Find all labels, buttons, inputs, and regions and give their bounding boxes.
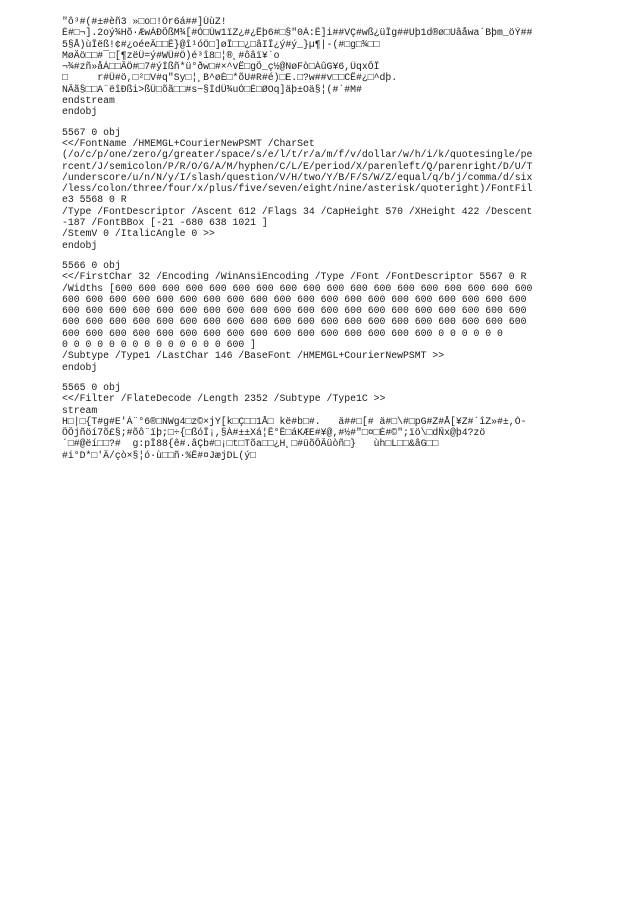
widths-line: 600 600 600 600 600 600 600 600 600 600 600 600 600 600 600 600 0 0 0 0 0 0 (62, 327, 503, 339)
object-line: /Type /FontDescriptor /Ascent 612 /Flags 34 /CapHeight 570 /XHeight 422 /Descent (62, 205, 533, 217)
object-line: /underscore/u/n/N/y/I/slash/question/V/H/two/Y/B/F/S/W/Z/equal/q/b/j/comma/d/six (62, 171, 533, 183)
stream-line: #i°D*□'Ä/çò×§¦ó·ù□□ñ·%Ê#¤JæjDL(ý□ (62, 449, 257, 461)
stream-line: ´□#@ëí□□?# g:pÎ88{ê#.âÇb#□¡□t□Tõa□□¿H¸□#üõÕÃüòñ□} ùh□L□□&âG□□ (62, 438, 439, 450)
stream-line: NÃã§□□A¨ëîÐßi>ßÜ□õã□□#s~§ÌdÜ¾uÓ□É□ØOq]äþ±Oä§¦(#`#M# (62, 83, 362, 95)
widths-line: /Widths [600 600 600 600 600 600 600 600 600 600 600 600 600 600 600 600 600 600 (62, 282, 533, 294)
object-header: 5566 0 obj (62, 259, 121, 271)
font-object (62, 260, 582, 373)
object-header: 5567 0 obj (62, 126, 121, 138)
object-line: /Subtype /Type1 /LastChar 146 /BaseFont /HMEMGL+CourierNewPSMT >> (62, 350, 445, 362)
endobj-keyword: endobj (62, 361, 98, 373)
stream-line: MøÄö□□#¯□[¶zëÜ=ý#WÜ#Ö)é³î8□¦®¸#ôâï¥`o (62, 49, 280, 61)
stream-line: "ô³#(#±#èñ3 »□o□!Ór6á##]ÙùZ! (62, 16, 227, 27)
endstream-keyword: endstream (62, 95, 115, 107)
object-line: <</FontName /HMEMGL+CourierNewPSMT /CharSet (62, 137, 315, 149)
object-line: e3 5568 0 R (62, 194, 127, 206)
endobj-keyword: endobj (62, 239, 98, 251)
widths-line: 600 600 600 600 600 600 600 600 600 600 600 600 600 600 600 600 600 600 600 600 (62, 293, 527, 305)
font-descriptor-object (62, 127, 582, 251)
pdf-source-page (62, 16, 582, 470)
stream-line: É#□¬].2oý¾Hõ·ÆwÁÐÕßM¾[#Ó□Ùw1ïZ¿#¿Ëþ6#□§"0Á:Ê]i##VÇ#wß¿üÎg##Uþ1d®ø□Uâåwa´Bþm_öÝ## (62, 27, 533, 39)
object-line: (/o/c/p/one/zero/g/greater/space/s/e/l/t/r/a/m/f/v/dollar/w/h/i/k/quotesingle/pe (62, 149, 533, 161)
object-line: <</FirstChar 32 /Encoding /WinAnsiEncoding /Type /Font /FontDescriptor 5567 0 R (62, 271, 527, 283)
stream-line: □ r#Ü#ö,□²□V#q"Sy□¦¸B^øÈ□*õU#R#é)□E.□?w##v□□CË#¿□^dþ. (62, 72, 398, 84)
font-stream-object (62, 382, 582, 461)
stream-line: 5§Å)ùÎëß!¢#¿oéeÄ□□Ê}@î¹óÖ□]øÎ□□¿□âIÎ¿ý#ý_}µ¶|-(#□g□¾□□ (62, 38, 380, 50)
widths-line: 0 0 0 0 0 0 0 0 0 0 0 0 0 0 600 ] (62, 339, 257, 351)
stream-keyword: stream (62, 404, 98, 416)
object-header: 5565 0 obj (62, 381, 121, 393)
object-line: rcent/J/semicolon/P/R/O/G/A/M/hyphen/C/L/E/period/X/parenleft/Q/parenright/D/U/T (62, 160, 533, 172)
object-line: <</Filter /FlateDecode /Length 2352 /Subtype /Type1C >> (62, 393, 386, 405)
widths-line: 600 600 600 600 600 600 600 600 600 600 600 600 600 600 600 600 600 600 600 600 (62, 305, 527, 317)
stream-line: ¬¾#zñ»åÁ□□ÃÖ#□7#ýÍßñ*ü°ðw□#×^vË□gÕ_ç½@NøFò□ÀûG¥6,ÜqxÕÎ (62, 61, 380, 73)
stream-line: ÕÕjñöí7õ£§;#õô¨ïþ;□÷{□ßóÎ¡,§À#±±Xá¦Ê°Ê□áKÆE#¥@,#½#"□¤□È#©";ïö\□dÑx@þ4?zö (62, 427, 486, 439)
object-line: -187 /FontBBox [-21 -680 638 1021 ] (62, 217, 268, 229)
widths-line: 600 600 600 600 600 600 600 600 600 600 600 600 600 600 600 600 600 600 600 600 (62, 316, 527, 328)
object-line: /less/colon/three/four/x/plus/five/seven/eight/nine/asterisk/quoteright)/FontFil (62, 183, 533, 195)
stream-line: H□|□{T#g#E'Á¨°6®□NWg4□z©×jY[k□Ç□□1Å□ kë#b□#. ä##□[# ä#□\#□pG#Z#Å[¥Z#´îZ»#±,Ó- (62, 415, 527, 427)
object-line: /StemV 0 /ItalicAngle 0 >> (62, 228, 215, 240)
endobj-keyword: endobj (62, 106, 98, 118)
stream-data-block (62, 16, 582, 118)
